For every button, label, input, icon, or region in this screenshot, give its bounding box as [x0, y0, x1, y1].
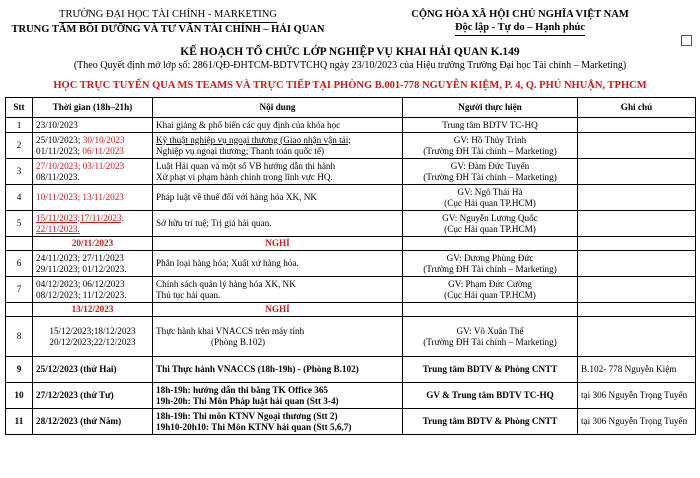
- note-cell: B.102- 778 Nguyễn Kiệm: [578, 357, 696, 383]
- content-line: Thủ tục hải quan.: [156, 289, 221, 300]
- person-cell: Trung tâm BDTV TC-HQ: [403, 118, 578, 133]
- time-date: 27/10/2023; 03/11/2023: [36, 160, 125, 171]
- document-title: KẾ HOẠCH TỔ CHỨC LỚP NGHIỆP VỤ KHAI HẢI QUAN K.149: [180, 46, 520, 58]
- document-subtitle: (Theo Quyết định mở lớp số: 2861/QĐ-ĐHTCM-BDTVTCHQ ngày 23/10/2023 của Hiệu trưởng Trường Đại học Tài chính – Marketing): [73, 60, 627, 71]
- table-row: [6, 133, 696, 159]
- content-line: 19h-20h: Thi Môn Pháp luật hải quan (Stt 3-4): [156, 395, 339, 406]
- teacher-org: (Trường ĐH Tài chính – Marketing): [423, 336, 557, 347]
- person-cell: Trung tâm BDTV & Phòng CNTT: [403, 409, 578, 435]
- table-row: [6, 118, 696, 133]
- teacher-name: GV: Võ Xuân Thế: [456, 325, 524, 336]
- time-cell: [33, 211, 153, 237]
- time-date: 15/12/2023;18/12/2023: [49, 325, 136, 336]
- content-line: 19h10-20h10: Thi Môn KTNV hải quan (Stt 5,6,7): [156, 421, 352, 432]
- break-date: 20/11/2023: [33, 237, 153, 251]
- content-cell: [153, 277, 403, 303]
- content-line: 18h-19h: hướng dẫn thi bằng TK Office 365: [156, 384, 329, 395]
- teacher-org: (Trường ĐH Tài chính – Marketing): [423, 263, 557, 274]
- teacher-org: (Cục Hải quan TP.HCM): [444, 197, 536, 208]
- break-row: [6, 237, 696, 251]
- col-person: Người thực hiện: [403, 98, 578, 118]
- time-cell: 23/10/2023: [33, 118, 153, 133]
- content-cell: Khai giảng & phổ biến các quy định của khóa học: [153, 118, 403, 133]
- time-date: 30/10/2023: [82, 134, 125, 145]
- table-row: [6, 317, 696, 357]
- issuer-header: [8, 8, 328, 36]
- national-header: [355, 8, 685, 36]
- time-date: 08/12/2023; 11/12/2023.: [36, 289, 127, 300]
- time-date: 20/12/2023;22/12/2023: [49, 336, 136, 347]
- national-motto: Độc lập - Tự do – Hạnh phúc: [455, 21, 585, 36]
- teacher-org: (Cục Hải quan TP.HCM): [444, 289, 536, 300]
- teacher-name: GV: Dương Phùng Đức: [446, 252, 534, 263]
- schedule-table: [5, 97, 696, 435]
- person-cell: [403, 237, 578, 251]
- stt-cell: 9: [6, 357, 33, 383]
- note-cell: [578, 133, 696, 159]
- table-row: [6, 409, 696, 435]
- content-cell: [153, 133, 403, 159]
- note-cell: [578, 211, 696, 237]
- note-cell: [578, 303, 696, 317]
- time-cell: 10/11/2023; 13/11/2023: [33, 185, 153, 211]
- time-date: 29/11/2023; 01/12/2023.: [36, 263, 127, 274]
- note-cell: [578, 237, 696, 251]
- time-cell: [33, 277, 153, 303]
- person-cell: [403, 159, 578, 185]
- break-label: NGHỈ: [153, 303, 403, 317]
- content-cell: [153, 409, 403, 435]
- note-cell: [578, 118, 696, 133]
- person-cell: [403, 251, 578, 277]
- table-row: [6, 251, 696, 277]
- university-name: TRƯỜNG ĐẠI HỌC TÀI CHÍNH - MARKETING: [59, 8, 277, 23]
- person-cell: [403, 185, 578, 211]
- time-date: 22/11/2023.: [36, 223, 80, 234]
- time-date: 04/12/2023; 06/12/2023: [36, 278, 125, 289]
- stt-cell: 7: [6, 277, 33, 303]
- person-cell: [403, 303, 578, 317]
- teacher-org: (Cục Hải quan TP.HCM): [444, 223, 536, 234]
- table-header-row: [6, 98, 696, 118]
- note-cell: [578, 317, 696, 357]
- table-row: [6, 185, 696, 211]
- content-line: Xử phạt vi phạm hành chính trong lĩnh vực HQ.: [156, 171, 333, 182]
- content-cell: [153, 317, 403, 357]
- stt-cell: 8: [6, 317, 33, 357]
- stt-cell: [6, 303, 33, 317]
- teacher-name: GV: Hồ Thủy Trinh: [453, 134, 527, 145]
- venue-banner: HỌC TRỰC TUYẾN QUA MS TEAMS VÀ TRỰC TIẾP TẠI PHÒNG B.001-778 NGUYỄN KIỆM, P. 4, Q. PHÚ NHUẬN, TPHCM: [53, 80, 647, 91]
- stt-cell: 5: [6, 211, 33, 237]
- person-cell: [403, 317, 578, 357]
- content-cell: [153, 159, 403, 185]
- col-content: Nội dung: [153, 98, 403, 118]
- stt-cell: 6: [6, 251, 33, 277]
- time-cell: 27/12/2023 (thứ Tư): [33, 383, 153, 409]
- teacher-name: GV: Nguyễn Lương Quốc: [442, 212, 538, 223]
- content-line: Thực hành khai VNACCS trên máy tính: [156, 325, 305, 336]
- col-time: Thời gian (18h–21h): [33, 98, 153, 118]
- content-line: Nghiệp vụ ngoại thương; Thanh toán quốc tế): [156, 145, 325, 156]
- table-row: [6, 383, 696, 409]
- content-cell: Thi Thực hành VNACCS (18h-19h) - (Phòng B.102): [153, 357, 403, 383]
- center-name: TRUNG TÂM BỒI DƯỠNG VÀ TƯ VẤN TÀI CHÍNH – HẢI QUAN: [11, 24, 325, 35]
- content-cell: Pháp luật về thuế đối với hàng hóa XK, NK: [153, 185, 403, 211]
- content-line: (Phòng B.102): [211, 336, 266, 347]
- note-cell: [578, 251, 696, 277]
- note-cell: tại 306 Nguyễn Trọng Tuyển: [578, 409, 696, 435]
- time-cell: [33, 251, 153, 277]
- person-cell: [403, 133, 578, 159]
- teacher-org: (Trường ĐH Tài chính – Marketing): [423, 171, 557, 182]
- stt-cell: 3: [6, 159, 33, 185]
- time-date: 24/11/2023; 27/11/2023: [36, 252, 124, 263]
- stt-cell: 11: [6, 409, 33, 435]
- content-cell: Sở hữu trí tuệ; Trị giá hải quan.: [153, 211, 403, 237]
- time-cell: [33, 159, 153, 185]
- stt-cell: [6, 237, 33, 251]
- time-date: 25/10/2023;: [36, 134, 83, 145]
- teacher-name: GV: Ngô Thái Hà: [457, 186, 523, 197]
- break-label: NGHỈ: [153, 237, 403, 251]
- break-row: [6, 303, 696, 317]
- time-date: 06/11/2023: [82, 145, 124, 156]
- stt-cell: 2: [6, 133, 33, 159]
- stt-cell: 10: [6, 383, 33, 409]
- time-date: 08/11/2023.: [36, 171, 80, 182]
- col-note: Ghi chú: [578, 98, 696, 118]
- table-row: [6, 211, 696, 237]
- time-cell: [33, 317, 153, 357]
- content-line: Kỹ thuật nghiệp vụ ngoại thương (Giao nhận vận tải;: [156, 134, 351, 145]
- content-cell: [153, 383, 403, 409]
- stt-cell: 1: [6, 118, 33, 133]
- stt-cell: 4: [6, 185, 33, 211]
- person-cell: Trung tâm BDTV & Phòng CNTT: [403, 357, 578, 383]
- note-cell: tại 306 Nguyễn Trọng Tuyển: [578, 383, 696, 409]
- content-line: Luật Hải quan và một số VB hướng dẫn thi hành: [156, 160, 336, 171]
- time-cell: [33, 133, 153, 159]
- note-cell: [578, 277, 696, 303]
- teacher-name: GV: Phạm Đức Cường: [448, 278, 532, 289]
- person-cell: GV & Trung tâm BDTV TC-HQ: [403, 383, 578, 409]
- time-cell: 25/12/2023 (thứ Hai): [33, 357, 153, 383]
- time-cell: 28/12/2023 (thứ Năm): [33, 409, 153, 435]
- person-cell: [403, 211, 578, 237]
- time-date: 15/11/2023;17/11/2023;: [36, 212, 125, 223]
- content-line: Chính sách quản lý hàng hóa XK, NK: [156, 278, 296, 289]
- break-date: 13/12/2023: [33, 303, 153, 317]
- person-cell: [403, 277, 578, 303]
- checkbox[interactable]: [681, 35, 692, 46]
- teacher-org: (Trường ĐH Tài chính – Marketing): [423, 145, 557, 156]
- table-row: [6, 159, 696, 185]
- content-cell: Phân loại hàng hóa; Xuất xứ hàng hóa.: [153, 251, 403, 277]
- teacher-name: GV: Đàm Đức Tuyển: [450, 160, 530, 171]
- note-cell: [578, 185, 696, 211]
- time-date: 01/11/2023;: [36, 145, 83, 156]
- content-line: 18h-19h: Thi môn KTNV Ngoại thương (Stt 2): [156, 410, 338, 421]
- col-stt: Stt: [6, 98, 33, 118]
- table-row: [6, 277, 696, 303]
- country-name: CỘNG HÒA XÃ HỘI CHỦ NGHĨA VIỆT NAM: [411, 9, 629, 20]
- note-cell: [578, 159, 696, 185]
- table-row: [6, 357, 696, 383]
